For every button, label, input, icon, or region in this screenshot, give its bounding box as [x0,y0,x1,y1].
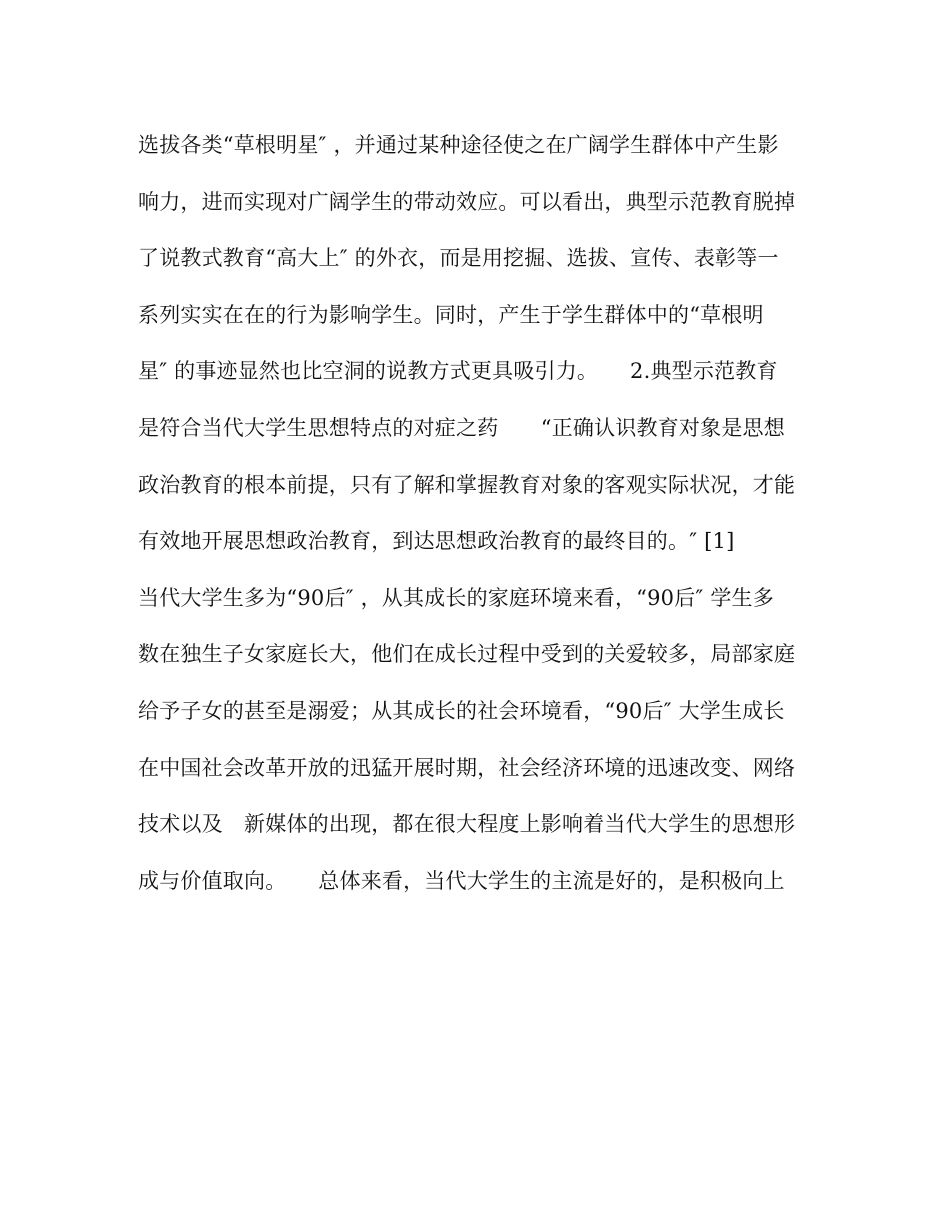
text-line: 了说教式教育“高大上″ 的外衣，而是用挖掘、选拔、宣传、表彰等一 [138,246,779,271]
text-line: 成与价值取向。 总体来看，当代大学生的主流是好的，是积极向上 [138,868,785,893]
text-line: 给予子女的甚至是溺爱；从其成长的社会环境看，“90后″ 大学生成长 [138,698,785,723]
text-line: 在中国社会改革开放的迅猛开展时期，社会经济环境的迅速改变、网络 [138,755,796,780]
text-line: 选拔各类“草根明星″ ，并通过某种途径使之在广阔学生群体中产生影 [138,133,779,157]
text-line: 响力，进而实现对广阔学生的带动效应。可以看出，典型示范教育脱掉 [138,189,796,214]
text-line: 政治教育的根本前提，只有了解和掌握教育对象的客观实际状况，才能 [138,472,796,497]
text-line: 是符合当代大学生思想特点的对症之药 “正确认识教育对象是思想 [138,415,785,440]
text-line: 技术以及 新媒体的出现，都在很大程度上影响着当代大学生的思想形 [138,812,796,837]
text-line: 系列实实在在的行为影响学生。同时，产生于学生群体中的“草根明 [138,302,764,327]
text-line: 数在独生子女家庭长大，他们在成长过程中受到的关爱较多，局部家庭 [138,642,796,667]
body-text [138,117,828,909]
text-line: 星″ 的事迹显然也比空洞的说教方式更具吸引力。 2.典型示范教育 [138,359,778,384]
text-line: 当代大学生多为“90后″ ，从其成长的家庭环境来看，“90后″ 学生多 [138,585,774,610]
text-line: 有效地开展思想政治教育，到达思想政治教育的最终目的。″ [1] [138,529,735,554]
